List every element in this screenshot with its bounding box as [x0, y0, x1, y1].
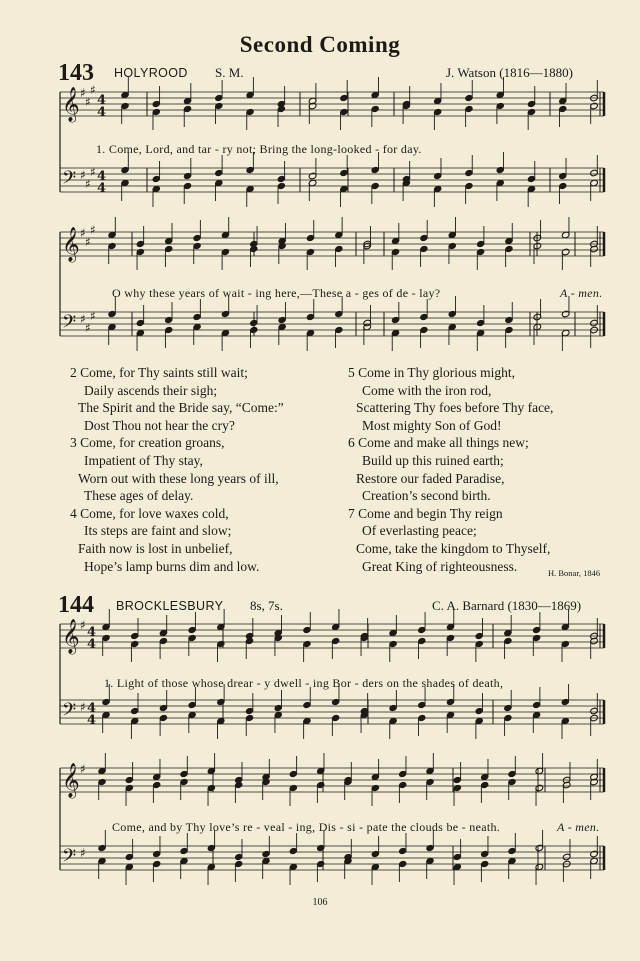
- key-signature: ♯: [80, 86, 86, 100]
- amen-label: A - men.: [557, 820, 600, 834]
- verse-line: 5 Come in Thy glorious might,: [348, 365, 516, 380]
- meter: 8s, 7s.: [250, 598, 283, 613]
- verse-line: Build up this ruined earth;: [362, 452, 504, 468]
- amen-label: A - men.: [560, 286, 603, 300]
- verse-line: Great King of righteousness.: [362, 558, 518, 574]
- verse-line: Its steps are faint and slow;: [84, 523, 232, 539]
- composer: C. A. Barnard (1830—1869): [432, 598, 582, 613]
- verse-line: Restore our faded Paradise,: [356, 470, 505, 486]
- key-signature: ♯: [85, 95, 91, 109]
- verse-line: 3 Come, for creation groans,: [70, 435, 225, 451]
- verse-line: The Spirit and the Bride say, “Come:”: [78, 400, 284, 416]
- bass-clef: 𝄢: [62, 700, 77, 725]
- verse-line: Impatient of Thy stay,: [84, 452, 203, 468]
- key-signature: ♯: [80, 762, 86, 776]
- lyric-line: 1. Light of those whose drear - y dwell - ing Bor - ders on the shades of death,: [104, 676, 504, 690]
- key-signature: ♯: [80, 700, 86, 714]
- lyric-line: Come, and by Thy love’s re - veal - ing, Dis - si - pate the clouds be - neath.: [112, 820, 501, 834]
- treble-clef: 𝄞: [62, 87, 80, 122]
- verse-line: 6 Come and make all things new;: [348, 435, 529, 451]
- bass-clef: 𝄢: [62, 312, 77, 337]
- time-signature: 4: [97, 169, 107, 184]
- treble-clef: 𝄞: [62, 619, 80, 654]
- verse-line: Hope’s lamp burns dim and low.: [84, 558, 260, 574]
- bass-clef: 𝄢: [62, 168, 77, 193]
- verse-line: Dost Thou not hear the cry?: [84, 417, 235, 433]
- key-signature: ♯: [80, 226, 86, 240]
- page-number: 106: [312, 897, 328, 908]
- key-signature: ♯: [80, 312, 86, 326]
- key-signature: ♯: [85, 321, 91, 335]
- key-signature: ♯: [80, 846, 86, 860]
- time-signature: 4: [87, 701, 97, 716]
- tune-name: BROCKLESBURY: [116, 599, 224, 613]
- verse-line: Daily ascends their sigh;: [84, 382, 218, 398]
- verse-line: 2 Come, for Thy saints still wait;: [70, 365, 248, 380]
- key-signature: ♯: [80, 168, 86, 182]
- bass-clef: 𝄢: [62, 846, 77, 871]
- verse-line: Come, take the kingdom to Thyself,: [356, 540, 551, 556]
- verse-line: Come with the iron rod,: [362, 382, 492, 398]
- verse-line: Most mighty Son of God!: [362, 417, 502, 433]
- time-signature: 4: [97, 105, 107, 120]
- verse-line: Faith now is lost in unbelief,: [78, 540, 233, 556]
- verse-line: These ages of delay.: [84, 488, 194, 504]
- key-signature: ♯: [85, 177, 91, 191]
- verse-line: 4 Come, for love waxes cold,: [70, 505, 229, 521]
- lyric-line: 1. Come, Lord, and tar - ry not; Bring the long-looked - for day.: [96, 142, 422, 156]
- hymn-number: 143: [58, 60, 94, 86]
- verse-line: Of everlasting peace;: [362, 523, 477, 539]
- time-signature: 4: [87, 713, 97, 728]
- time-signature: 4: [87, 637, 97, 652]
- key-signature: ♯: [85, 235, 91, 249]
- treble-clef: 𝄞: [62, 763, 80, 798]
- time-signature: 4: [97, 93, 107, 108]
- composer: J. Watson (1816—1880): [446, 65, 573, 80]
- key-signature: ♯: [90, 83, 96, 97]
- verse-line: Worn out with these long years of ill,: [78, 470, 279, 486]
- key-signature: ♯: [90, 223, 96, 237]
- hymn-number: 144: [58, 592, 94, 618]
- time-signature: 4: [87, 625, 97, 640]
- verse-line: Creation’s second birth.: [362, 488, 491, 504]
- author-credit: H. Bonar, 1846: [548, 568, 601, 578]
- verse-line: 7 Come and begin Thy reign: [348, 505, 503, 521]
- key-signature: ♯: [90, 165, 96, 179]
- verse-line: Scattering Thy foes before Thy face,: [356, 400, 554, 416]
- treble-clef: 𝄞: [62, 227, 80, 262]
- page-title: Second Coming: [239, 32, 401, 57]
- tune-name: HOLYROOD: [114, 66, 188, 80]
- lyric-line: O why these years of wait - ing here,—These a - ges of de - lay?: [112, 286, 441, 300]
- key-signature: ♯: [90, 309, 96, 323]
- meter: S. M.: [215, 65, 244, 80]
- time-signature: 4: [97, 181, 107, 196]
- key-signature: ♯: [80, 618, 86, 632]
